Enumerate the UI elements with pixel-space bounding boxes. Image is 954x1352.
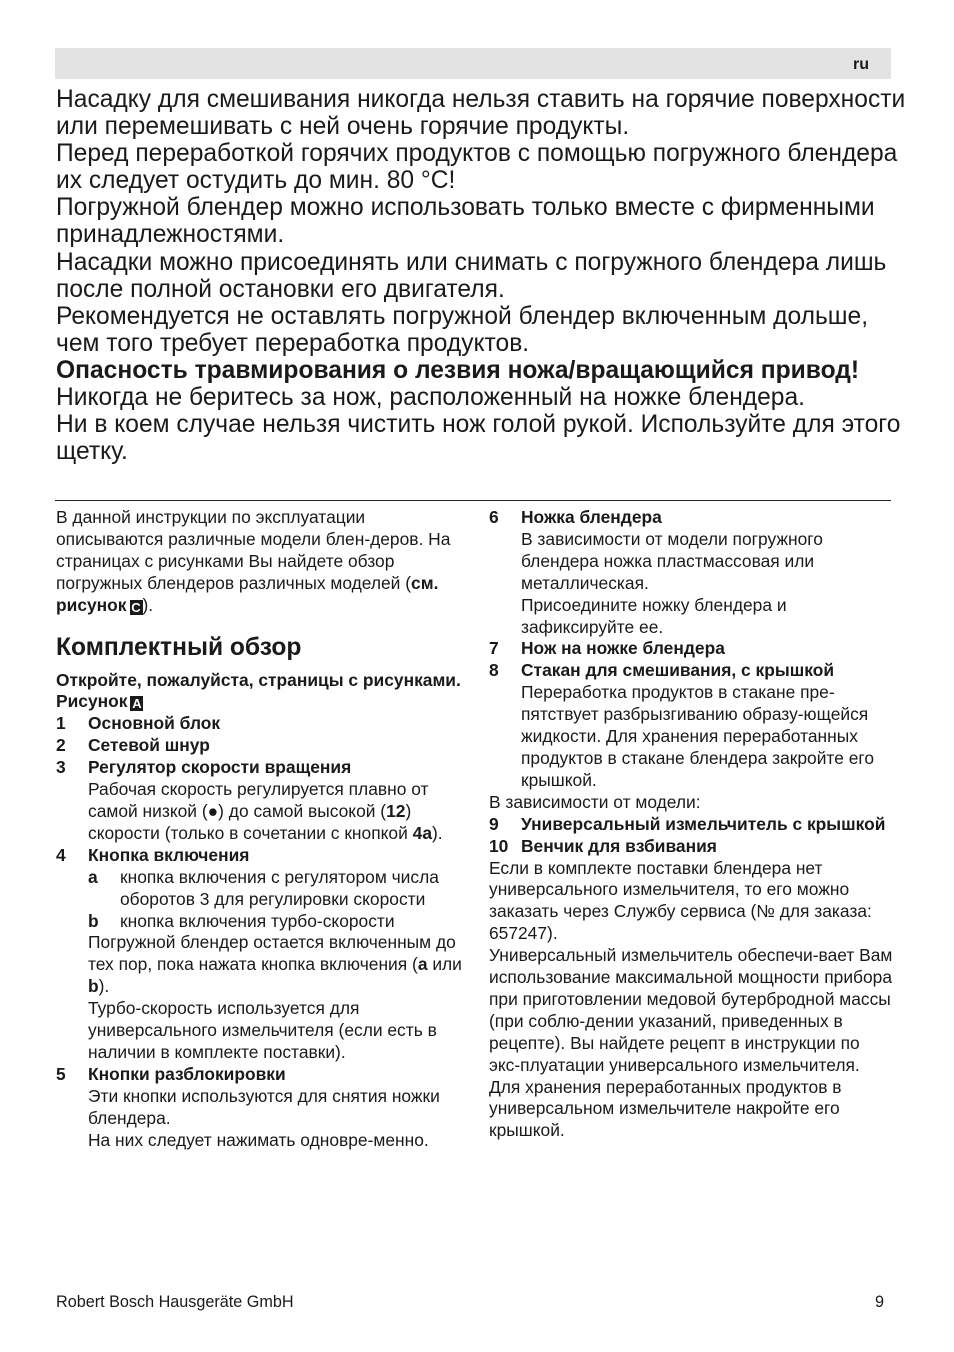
chopper-info-paragraph: Универсальный измельчитель обеспечи-вает Вам использование максимальной мощности прибора при приготовлении медовой бутербродной массы (при соблю-дении указаний, приведенных в рецепте). Вы найдете рецепт в инструкции по экс-плуатации универсального измельчителя. Для хранения переработанных продуктов в универсальном измельчителе накройте его крышкой. <box>489 945 893 1141</box>
item-description <box>88 932 466 998</box>
intro-text: В данной инструкции по эксплуатации описываются различные модели блен-деров. На страницах с рисунками Вы найдете обзор погружных блендеров различных моделей ( <box>56 507 451 593</box>
description-text: ) до самой высокой ( <box>218 800 387 821</box>
item-number: 3 <box>56 757 66 778</box>
description-text: ). <box>98 976 110 997</box>
item-title: Стакан для смешивания, с крышкой <box>521 660 835 681</box>
chopper-order-paragraph: Если в комплекте поставки блендера нет универсального измельчителя, то его можно заказать через Службу сервиса (№ для заказа: 657247). <box>489 857 872 944</box>
warning-block <box>56 86 906 465</box>
list-item <box>489 638 893 660</box>
warning-paragraph: Никогда не беритесь за нож, расположенный на ножке блендера. <box>56 384 805 412</box>
item-description: Присоедините ножку блендера и зафиксируйте ее. <box>521 594 787 637</box>
danger-heading: Опасность травмирования о лезвия ножа/вращающийся привод! <box>56 356 860 384</box>
item-number: 6 <box>489 507 499 527</box>
figure-c-badge: C <box>131 599 141 615</box>
intro-paragraph <box>56 507 466 617</box>
button-reference: 4a <box>412 822 432 843</box>
sub-item <box>88 867 466 911</box>
sub-item <box>88 911 466 933</box>
item-number: 4 <box>56 844 66 865</box>
description-text: Рабочая скорость регулируется плавно от самой низкой ( <box>88 779 429 821</box>
sub-item-letter: a <box>88 866 98 887</box>
item-number: 5 <box>56 1063 66 1084</box>
item-number: 7 <box>489 638 499 659</box>
item-description: В зависимости от модели погружного блендера ножка пластмассовая или металлическая. <box>521 528 823 593</box>
open-pages-note: Откройте, пожалуйста, страницы с рисунками. <box>56 669 461 690</box>
intro-end: ). <box>142 594 154 615</box>
item-description: Переработка продуктов в стакане пре-пятствует разбрызгиванию образу-ющейся жидкости. Для хранения переработанных продуктов в стакане блендера закройте его крышкой. <box>521 682 875 790</box>
divider <box>55 500 891 501</box>
description-text: или <box>427 954 462 975</box>
warning-paragraph: Перед переработкой горячих продуктов с помощью погружного блендера их следует остудить до мин. 80 °C! <box>56 140 898 195</box>
list-item <box>489 660 893 791</box>
item-title: Основной блок <box>88 713 221 734</box>
figure-label-line <box>56 691 466 713</box>
item-number: 1 <box>56 713 66 734</box>
figure-label: Рисунок <box>56 691 128 712</box>
description-text: Погружной блендер остается включенным до тех пор, пока нажата кнопка включения ( <box>88 932 456 975</box>
list-item <box>56 1064 466 1152</box>
item-title: Сетевой шнур <box>88 735 210 756</box>
model-note: В зависимости от модели: <box>489 791 701 812</box>
header-bar <box>55 48 891 79</box>
warning-paragraph: Насадки можно присоединять или снимать с погружного блендера лишь после полной остановки его двигателя. <box>56 248 887 303</box>
sub-item-text: кнопка включения с регулятором числа оборотов 3 для регулировки скорости <box>120 866 439 909</box>
item-number: 10 <box>489 835 509 856</box>
section-title: Комплектный обзор <box>56 633 302 661</box>
description-text: ). <box>432 822 443 843</box>
item-title: Универсальный измельчитель с крышкой <box>521 813 886 834</box>
list-item <box>56 735 466 757</box>
list-item <box>56 845 466 1064</box>
warning-paragraph: Рекомендуется не оставлять погружной блендер включенным дольше, чем того требует переработка продуктов. <box>56 302 869 357</box>
button-reference: a <box>417 954 428 975</box>
list-item <box>489 507 893 638</box>
figure-reference: см. рисунок <box>56 572 439 615</box>
button-reference: b <box>88 976 99 997</box>
figure-a-badge: A <box>132 696 142 712</box>
list-item <box>56 713 466 735</box>
warning-paragraph: Ни в коем случае нельзя чистить нож голой рукой. Используйте для этого щетку. <box>56 411 901 466</box>
item-title: Кнопки разблокировки <box>88 1063 286 1084</box>
dot-symbol: ● <box>207 800 219 821</box>
item-number: 8 <box>489 660 499 681</box>
item-title: Кнопка включения <box>88 844 250 865</box>
item-description <box>88 779 466 845</box>
item-title: Ножка блендера <box>521 507 662 527</box>
item-title: Нож на ножке блендера <box>521 638 725 659</box>
sub-item-text: кнопка включения турбо-скорости <box>120 910 395 931</box>
list-item <box>489 814 893 836</box>
item-number: 9 <box>489 813 499 834</box>
item-title: Венчик для взбивания <box>521 835 717 856</box>
speed-value: 12 <box>386 800 406 821</box>
page-number: 9 <box>874 1293 884 1311</box>
language-code: ru <box>853 56 869 73</box>
item-description: Турбо-скорость используется для универсального измельчителя (если есть в наличии в комплекте поставки). <box>88 998 437 1062</box>
list-item <box>56 757 466 845</box>
right-column <box>489 507 893 1142</box>
description-text: ) скорости (только в сочетании с кнопкой <box>88 800 413 843</box>
item-description: Эти кнопки используются для снятия ножки блендера. <box>88 1085 440 1128</box>
sub-item-letter: b <box>88 910 99 931</box>
item-description: На них следует нажимать одновре-менно. <box>88 1129 429 1150</box>
footer-company: Robert Bosch Hausgeräte GmbH <box>56 1293 294 1311</box>
warning-paragraph: Погружной блендер можно использовать только вместе с фирменными принадлежностями. <box>56 194 875 249</box>
warning-paragraph: Насадку для смешивания никогда нельзя ставить на горячие поверхности или перемешивать с ней очень горячие продукты. <box>56 86 906 141</box>
item-title: Регулятор скорости вращения <box>88 757 352 778</box>
list-item <box>489 836 893 858</box>
left-column <box>56 507 466 1151</box>
item-number: 2 <box>56 735 66 756</box>
